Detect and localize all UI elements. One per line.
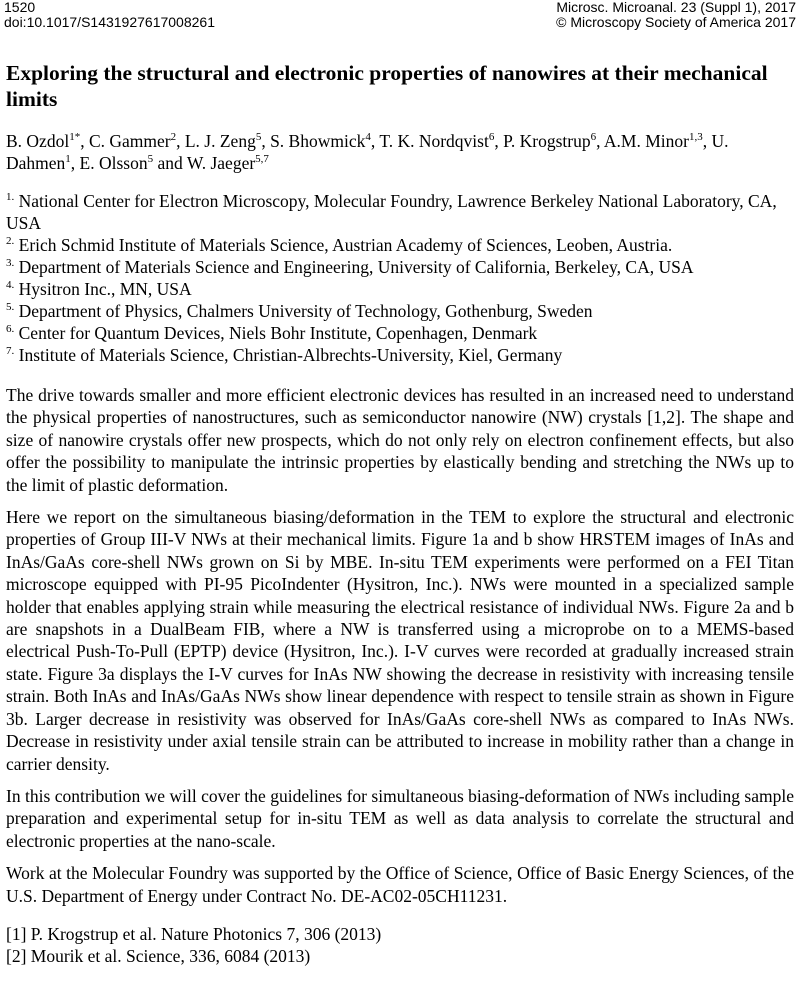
body-paragraph: In this contribution we will cover the guidelines for simultaneous biasing-deformation of NWs including sample preparation and experimental setup for in-situ TEM as well as data analysis to correlate the structural and electronic properties at the nano-scale. bbox=[6, 785, 794, 851]
doi: doi:10.1017/S1431927617008261 bbox=[4, 14, 215, 30]
page-header bbox=[4, 0, 796, 30]
journal-citation: Microsc. Microanal. 23 (Suppl 1), 2017 bbox=[556, 0, 796, 15]
affiliation-list bbox=[6, 190, 794, 366]
affiliation: $^{4.}$ Hysitron Inc., MN, USA bbox=[6, 279, 192, 299]
author: S. Bhowmick$^4$ bbox=[270, 131, 371, 151]
affiliation: $^{2.}$ Erich Schmid Institute of Materials Science, Austrian Academy of Sciences, Leoben, Austria. bbox=[6, 235, 673, 255]
author-list: B. Ozdol$^{1*}$, C. Gammer$^2$, L. J. Zeng$^5$, S. Bhowmick$^4$, T. K. Nordqvist$^6$, P. Krogstrup$^6$, A.M. Minor$^{1,3}$, U. Dahmen$^1$, E. Olsson$^5$ and W. Jaeger$^{5,7}$ bbox=[6, 131, 729, 173]
page-number: 1520 bbox=[4, 0, 36, 15]
author: E. Olsson$^5$ bbox=[79, 153, 154, 173]
copyright: © Microscopy Society of America 2017 bbox=[556, 14, 796, 30]
body-paragraph: Here we report on the simultaneous biasing/deformation in the TEM to explore the structural and electronic properties of Group III-V NWs at their mechanical limits. Figure 1a and b show HRSTEM images of InAs and InAs/GaAs core-shell NWs grown on Si by MBE. In-situ TEM experiments were performed on a FEI Titan microscope equipped with PI-95 PicoIndenter (Hysitron, Inc.). NWs were mounted in a specialized sample holder that enables applying strain while measuring the electrical resistance of individual NWs. Figure 2a and b are snapshots in a DualBeam FIB, where a NW is transferred using a microprobe on to a MEMS-based electrical Push-To-Pull (EPTP) device (Hysitron, Inc.). I-V curves were recorded at gradually increased strain state. Figure 3a displays the I-V curves for InAs NW showing the decrease in resistivity with increasing tensile strain. Both InAs and InAs/GaAs NWs show linear dependence with respect to tensile strain as shown in Figure 3b. Larger decrease in resistivity was observed for InAs/GaAs core-shell NWs as compared to InAs NWs. Decrease in resistivity under axial tensile strain can be attributed to increase in mobility rather than a change in carrier density. bbox=[6, 507, 794, 774]
author: B. Ozdol$^{1*}$ bbox=[6, 131, 81, 151]
reference-item: [2] Mourik et al. Science, 336, 6084 (2013) bbox=[6, 945, 311, 966]
author: C. Gammer$^2$ bbox=[88, 131, 177, 151]
reference-list bbox=[6, 923, 794, 967]
reference-item: [1] P. Krogstrup et al. Nature Photonics 7, 306 (2013) bbox=[6, 923, 382, 944]
paper-title: Exploring the structural and electronic properties of nanowires at their mechanical limits bbox=[6, 61, 768, 111]
affiliation: $^{1.}$ National Center for Electron Microscopy, Molecular Foundry, Lawrence Berkeley National Laboratory, CA, USA bbox=[6, 191, 777, 233]
author: L. J. Zeng$^5$ bbox=[184, 131, 262, 151]
author: T. K. Nordqvist$^6$ bbox=[379, 131, 495, 151]
paper-content bbox=[6, 60, 794, 967]
affiliation: $^{3.}$ Department of Materials Science and Engineering, University of California, Berkeley, CA, USA bbox=[6, 257, 694, 277]
acknowledgement-paragraph: Work at the Molecular Foundry was supported by the Office of Science, Office of Basic Energy Sciences, of the U.S. Department of Energy under Contract No. DE-AC02-05CH11231. bbox=[6, 863, 794, 906]
affiliation: $^{6.}$ Center for Quantum Devices, Niels Bohr Institute, Copenhagen, Denmark bbox=[6, 323, 538, 343]
author: P. Krogstrup$^6$ bbox=[503, 131, 597, 151]
affiliation: $^{5.}$ Department of Physics, Chalmers University of Technology, Gothenburg, Sweden bbox=[6, 301, 593, 321]
body-paragraph: The drive towards smaller and more efficient electronic devices has resulted in an increased need to understand the physical properties of nanostructures, such as semiconductor nanowire (NW) crystals [1,2]. The shape and size of nanowire crystals offer new prospects, which do not only rely on electron confinement effects, but also offer the possibility to manipulate the intrinsic properties by elastically bending and stretching the NWs up to the limit of plastic deformation. bbox=[6, 385, 794, 495]
affiliation: $^{7.}$ Institute of Materials Science, Christian-Albrechts-University, Kiel, Germany bbox=[6, 345, 563, 365]
author: A.M. Minor$^{1,3}$ bbox=[603, 131, 703, 151]
author: W. Jaeger$^{5,7}$ bbox=[186, 153, 269, 173]
author: U. Dahmen$^1$ bbox=[6, 131, 729, 173]
